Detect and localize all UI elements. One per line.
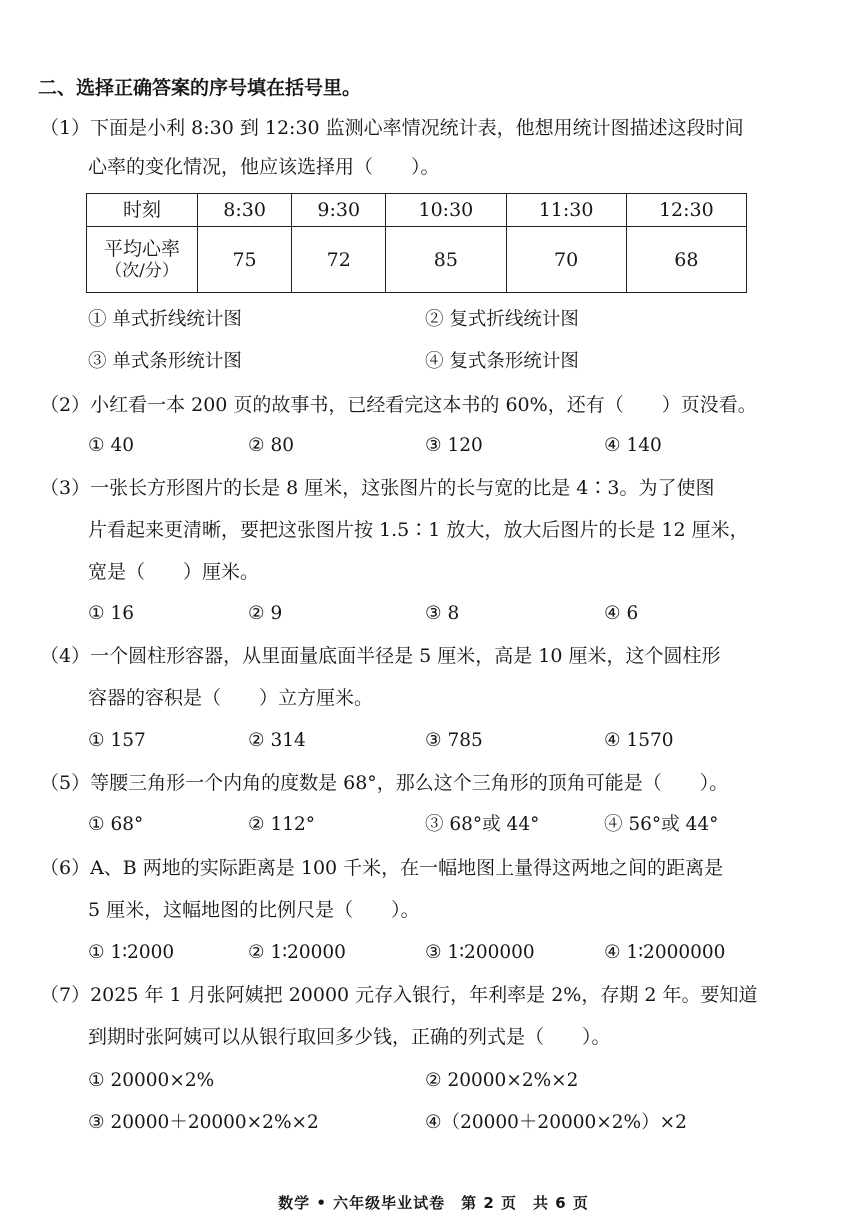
q7-option-2: ② 20000×2%×2 (425, 1070, 579, 1091)
q4-option-4: ④ 1570 (604, 730, 674, 751)
heart-rate-table (86, 193, 747, 293)
table-cell: 10:30 (386, 194, 506, 227)
q6-text-line1: （6）A、B 两地的实际距离是 100 千米，在一幅地图上量得这两地之间的距离是 (40, 857, 724, 879)
page-footer: 数学 • 六年级毕业试卷 第 2 页 共 6 页 (278, 1194, 589, 1212)
q1-option-1: ① 单式折线统计图 (88, 309, 242, 330)
row-label-main: 平均心率 (103, 237, 180, 260)
q7-text-line2: 到期时张阿姨可以从银行取回多少钱，正确的列式是（ ）。 (88, 1026, 611, 1048)
q1-text-line1: （1）下面是小利 8:30 到 12:30 监测心率情况统计表，他想用统计图描述这段时间 (40, 117, 744, 139)
q7-option-3: ③ 20000＋20000×2%×2 (88, 1112, 319, 1133)
q6-option-1: ① 1∶2000 (88, 942, 175, 963)
q6-option-4: ④ 1∶2000000 (604, 942, 726, 963)
q4-option-2: ② 314 (248, 730, 306, 751)
q1-option-2: ② 复式折线统计图 (425, 309, 579, 330)
q5-option-3: ③ 68°或 44° (425, 814, 540, 835)
q1-text-line2: 心率的变化情况，他应该选择用（ ）。 (88, 156, 440, 178)
q3-option-4: ④ 6 (604, 603, 639, 624)
q2-option-3: ③ 120 (425, 435, 483, 456)
q5-option-1: ① 68° (88, 814, 144, 835)
row-label-unit: （次/分） (105, 260, 179, 281)
q4-option-3: ③ 785 (425, 730, 483, 751)
q3-option-2: ② 9 (248, 603, 283, 624)
q5-option-4: ④ 56°或 44° (604, 814, 719, 835)
q7-text-line1: （7）2025 年 1 月张阿姨把 20000 元存入银行，年利率是 2%，存期 2 年。要知道 (40, 984, 758, 1006)
q6-option-2: ② 1∶20000 (248, 942, 346, 963)
q3-option-3: ③ 8 (425, 603, 460, 624)
q3-text-line1: （3）一张长方形图片的长是 8 厘米，这张图片的长与宽的比是 4∶3。为了使图 (40, 477, 715, 499)
table-cell: 12:30 (626, 194, 746, 227)
table-cell: 72 (292, 227, 386, 293)
table-cell: 11:30 (506, 194, 626, 227)
table-header-label: 时刻 (87, 194, 198, 227)
q2-text-line1: （2）小红看一本 200 页的故事书，已经看完这本书的 60%，还有（ ）页没看。 (40, 394, 757, 416)
section-title: 二、选择正确答案的序号填在括号里。 (38, 77, 362, 99)
q5-option-2: ② 112° (248, 814, 316, 835)
q4-text-line2: 容器的容积是（ ）立方厘米。 (88, 687, 374, 709)
q1-option-3: ③ 单式条形统计图 (88, 351, 242, 372)
table-cell: 68 (626, 227, 746, 293)
q3-text-line3: 宽是（ ）厘米。 (88, 561, 260, 583)
q7-option-4: ④（20000＋20000×2%）×2 (425, 1112, 687, 1133)
table-row (87, 194, 747, 227)
q4-text-line1: （4）一个圆柱形容器，从里面量底面半径是 5 厘米，高是 10 厘米，这个圆柱形 (40, 645, 721, 667)
q6-option-3: ③ 1∶200000 (425, 942, 535, 963)
q4-option-1: ① 157 (88, 730, 146, 751)
table-row-label (87, 227, 198, 293)
q2-option-4: ④ 140 (604, 435, 662, 456)
table-cell: 75 (198, 227, 292, 293)
q7-option-1: ① 20000×2% (88, 1070, 215, 1091)
table-row (87, 227, 747, 293)
q3-text-line2: 片看起来更清晰，要把这张图片按 1.5∶1 放大，放大后图片的长是 12 厘米， (88, 519, 749, 541)
q1-option-4: ④ 复式条形统计图 (425, 351, 579, 372)
table-cell: 70 (506, 227, 626, 293)
q3-option-1: ① 16 (88, 603, 135, 624)
q2-option-2: ② 80 (248, 435, 295, 456)
q5-text-line1: （5）等腰三角形一个内角的度数是 68°，那么这个三角形的顶角可能是（ ）。 (40, 772, 729, 794)
q2-option-1: ① 40 (88, 435, 135, 456)
table-cell: 8:30 (198, 194, 292, 227)
table-cell: 9:30 (292, 194, 386, 227)
table-cell: 85 (386, 227, 506, 293)
q6-text-line2: 5 厘米，这幅地图的比例尺是（ ）。 (88, 899, 420, 921)
